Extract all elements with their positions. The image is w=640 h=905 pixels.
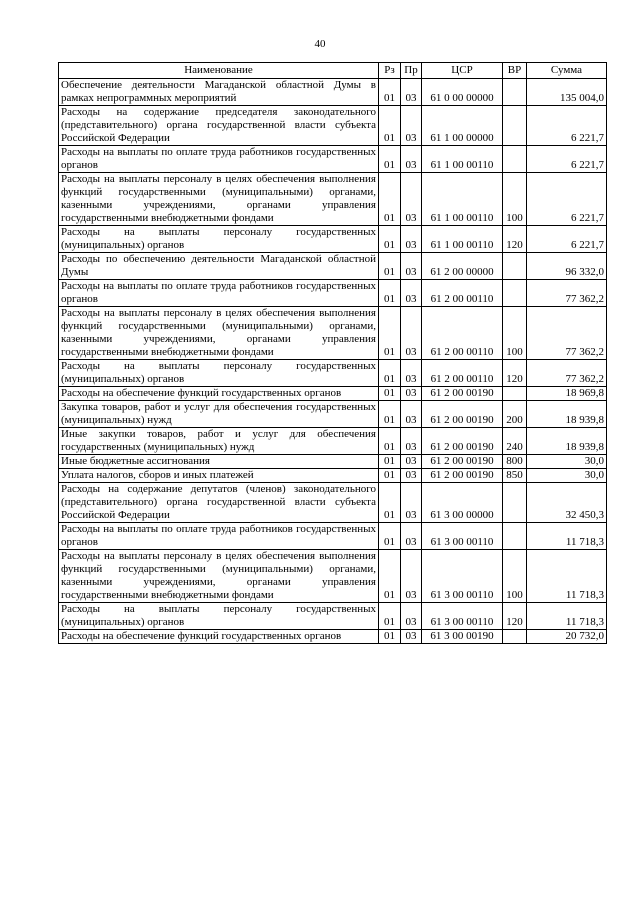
name-cell: Расходы на выплаты персоналу в целях обеспечения выполнения функций государственными (муниципальными) органами, казенными учреждениями, органами управления государственными внебюджетными фондами	[59, 173, 379, 226]
rz-cell: 01	[379, 455, 401, 469]
table-row	[59, 630, 607, 644]
table-row	[59, 428, 607, 455]
name-cell: Расходы на выплаты персоналу в целях обеспечения выполнения функций государственными (муниципальными) органами, казенными учреждениями, органами управления государственными внебюджетными фондами	[59, 307, 379, 360]
sum-cell: 18 969,8	[527, 387, 607, 401]
table-row	[59, 455, 607, 469]
rz-cell: 01	[379, 387, 401, 401]
vr-cell: 850	[503, 469, 527, 483]
rz-cell: 01	[379, 173, 401, 226]
csr-cell: 61 3 00 00110	[422, 523, 503, 550]
rz-cell: 01	[379, 603, 401, 630]
csr-cell: 61 2 00 00110	[422, 360, 503, 387]
rz-cell: 01	[379, 307, 401, 360]
sum-cell: 11 718,3	[527, 523, 607, 550]
table-row	[59, 469, 607, 483]
csr-cell: 61 2 00 00190	[422, 387, 503, 401]
table-row	[59, 173, 607, 226]
vr-cell: 100	[503, 173, 527, 226]
name-cell: Расходы на выплаты по оплате труда работников государственных органов	[59, 523, 379, 550]
name-cell: Расходы по обеспечению деятельности Магаданской областной Думы	[59, 253, 379, 280]
table-row	[59, 253, 607, 280]
table-row	[59, 307, 607, 360]
sum-cell: 32 450,3	[527, 483, 607, 523]
rz-cell: 01	[379, 483, 401, 523]
table-row	[59, 603, 607, 630]
table-row	[59, 106, 607, 146]
table-row	[59, 79, 607, 106]
vr-cell: 800	[503, 455, 527, 469]
header-rz: Рз	[379, 63, 401, 79]
vr-cell	[503, 79, 527, 106]
pr-cell: 03	[401, 226, 422, 253]
header-csr: ЦСР	[422, 63, 503, 79]
sum-cell: 6 221,7	[527, 226, 607, 253]
table-row	[59, 226, 607, 253]
sum-cell: 96 332,0	[527, 253, 607, 280]
sum-cell: 18 939,8	[527, 401, 607, 428]
pr-cell: 03	[401, 603, 422, 630]
name-cell: Расходы на выплаты персоналу государственных (муниципальных) органов	[59, 603, 379, 630]
rz-cell: 01	[379, 630, 401, 644]
csr-cell: 61 1 00 00110	[422, 226, 503, 253]
csr-cell: 61 3 00 00110	[422, 550, 503, 603]
name-cell: Закупка товаров, работ и услуг для обеспечения государственных (муниципальных) нужд	[59, 401, 379, 428]
sum-cell: 30,0	[527, 469, 607, 483]
vr-cell: 240	[503, 428, 527, 455]
table-row	[59, 523, 607, 550]
name-cell: Расходы на выплаты персоналу государственных (муниципальных) органов	[59, 226, 379, 253]
sum-cell: 11 718,3	[527, 603, 607, 630]
vr-cell	[503, 280, 527, 307]
rz-cell: 01	[379, 523, 401, 550]
name-cell: Расходы на выплаты персоналу в целях обеспечения выполнения функций государственными (муниципальными) органами, казенными учреждениями, органами управления государственными внебюджетными фондами	[59, 550, 379, 603]
csr-cell: 61 3 00 00190	[422, 630, 503, 644]
sum-cell: 6 221,7	[527, 146, 607, 173]
rz-cell: 01	[379, 360, 401, 387]
csr-cell: 61 2 00 00110	[422, 280, 503, 307]
header-name: Наименование	[59, 63, 379, 79]
csr-cell: 61 2 00 00190	[422, 401, 503, 428]
vr-cell	[503, 630, 527, 644]
rz-cell: 01	[379, 79, 401, 106]
sum-cell: 20 732,0	[527, 630, 607, 644]
pr-cell: 03	[401, 253, 422, 280]
rz-cell: 01	[379, 401, 401, 428]
pr-cell: 03	[401, 79, 422, 106]
pr-cell: 03	[401, 455, 422, 469]
sum-cell: 6 221,7	[527, 173, 607, 226]
rz-cell: 01	[379, 106, 401, 146]
name-cell: Расходы на обеспечение функций государственных органов	[59, 387, 379, 401]
vr-cell: 200	[503, 401, 527, 428]
name-cell: Расходы на выплаты персоналу государственных (муниципальных) органов	[59, 360, 379, 387]
header-pr: Пр	[401, 63, 422, 79]
csr-cell: 61 0 00 00000	[422, 79, 503, 106]
table-row	[59, 401, 607, 428]
sum-cell: 6 221,7	[527, 106, 607, 146]
csr-cell: 61 2 00 00110	[422, 307, 503, 360]
vr-cell	[503, 483, 527, 523]
name-cell: Расходы на обеспечение функций государственных органов	[59, 630, 379, 644]
csr-cell: 61 1 00 00000	[422, 106, 503, 146]
name-cell: Расходы на выплаты по оплате труда работников государственных органов	[59, 146, 379, 173]
sum-cell: 135 004,0	[527, 79, 607, 106]
sum-cell: 11 718,3	[527, 550, 607, 603]
rz-cell: 01	[379, 253, 401, 280]
name-cell: Иные бюджетные ассигнования	[59, 455, 379, 469]
vr-cell	[503, 106, 527, 146]
vr-cell	[503, 523, 527, 550]
pr-cell: 03	[401, 360, 422, 387]
sum-cell: 18 939,8	[527, 428, 607, 455]
pr-cell: 03	[401, 307, 422, 360]
table-row	[59, 280, 607, 307]
rz-cell: 01	[379, 469, 401, 483]
csr-cell: 61 2 00 00190	[422, 428, 503, 455]
csr-cell: 61 2 00 00190	[422, 469, 503, 483]
sum-cell: 77 362,2	[527, 360, 607, 387]
vr-cell: 120	[503, 226, 527, 253]
vr-cell: 100	[503, 550, 527, 603]
pr-cell: 03	[401, 630, 422, 644]
name-cell: Уплата налогов, сборов и иных платежей	[59, 469, 379, 483]
table-body	[59, 79, 607, 644]
table-row	[59, 550, 607, 603]
csr-cell: 61 1 00 00110	[422, 173, 503, 226]
rz-cell: 01	[379, 550, 401, 603]
csr-cell: 61 3 00 00000	[422, 483, 503, 523]
pr-cell: 03	[401, 173, 422, 226]
pr-cell: 03	[401, 106, 422, 146]
rz-cell: 01	[379, 146, 401, 173]
csr-cell: 61 2 00 00000	[422, 253, 503, 280]
csr-cell: 61 2 00 00190	[422, 455, 503, 469]
table-row	[59, 387, 607, 401]
pr-cell: 03	[401, 523, 422, 550]
pr-cell: 03	[401, 483, 422, 523]
pr-cell: 03	[401, 469, 422, 483]
table-row	[59, 483, 607, 523]
budget-table	[58, 62, 607, 644]
rz-cell: 01	[379, 428, 401, 455]
pr-cell: 03	[401, 146, 422, 173]
sum-cell: 30,0	[527, 455, 607, 469]
pr-cell: 03	[401, 387, 422, 401]
vr-cell	[503, 146, 527, 173]
table-row	[59, 146, 607, 173]
vr-cell	[503, 253, 527, 280]
header-row	[59, 63, 607, 79]
header-vr: ВР	[503, 63, 527, 79]
vr-cell	[503, 387, 527, 401]
sum-cell: 77 362,2	[527, 280, 607, 307]
table-row	[59, 360, 607, 387]
name-cell: Обеспечение деятельности Магаданской областной Думы в рамках непрограммных мероприятий	[59, 79, 379, 106]
name-cell: Расходы на содержание депутатов (членов) законодательного (представительного) органа государственной власти субъекта Российской Федерации	[59, 483, 379, 523]
rz-cell: 01	[379, 280, 401, 307]
page-number: 40	[314, 38, 326, 50]
sum-cell: 77 362,2	[527, 307, 607, 360]
vr-cell: 120	[503, 603, 527, 630]
pr-cell: 03	[401, 401, 422, 428]
name-cell: Иные закупки товаров, работ и услуг для обеспечения государственных (муниципальных) нужд	[59, 428, 379, 455]
name-cell: Расходы на содержание председателя законодательного (представительного) органа государственной власти субъекта Российской Федерации	[59, 106, 379, 146]
csr-cell: 61 1 00 00110	[422, 146, 503, 173]
rz-cell: 01	[379, 226, 401, 253]
vr-cell: 120	[503, 360, 527, 387]
vr-cell: 100	[503, 307, 527, 360]
pr-cell: 03	[401, 550, 422, 603]
pr-cell: 03	[401, 428, 422, 455]
pr-cell: 03	[401, 280, 422, 307]
header-sum: Сумма	[527, 63, 607, 79]
csr-cell: 61 3 00 00110	[422, 603, 503, 630]
name-cell: Расходы на выплаты по оплате труда работников государственных органов	[59, 280, 379, 307]
